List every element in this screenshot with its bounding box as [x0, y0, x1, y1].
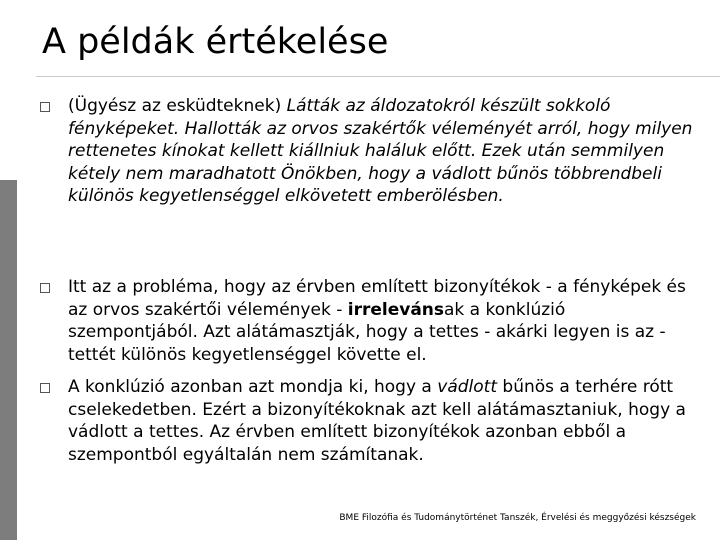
bullet-3-part-2: bűnös a terhére rótt cselekedetben. Ezért a bizonyítékoknak azt kell alátámasztaniuk, hogy a vádlott a tettes. Az érvben említett bizonyítékok azonban ebből a szempontból egyáltalán nem számítanak. [68, 377, 686, 465]
square-bullet-icon [40, 383, 50, 393]
bullet-2-bold-term: irreleváns [347, 299, 445, 320]
bullet-item-3 [40, 376, 700, 466]
footer-credit: BME Filozófia és Tudománytörténet Tanszék, Érvelési és meggyőzési készségek [339, 513, 696, 523]
slide-title: A példák értékelése [42, 22, 389, 62]
bullet-1-speaker: (Ügyész az esküdteknek) [68, 96, 282, 116]
bullet-text-3 [68, 376, 700, 466]
title-divider [36, 76, 720, 77]
bullet-text-1 [68, 95, 700, 208]
bullet-item-2 [40, 276, 700, 366]
bullet-2-part-2: ak a konklúzió szempontjából. Azt alátámasztják, hogy a tettes - akárki legyen is az - tettét különös kegyetlenséggel követte el. [68, 299, 666, 365]
bullet-item-1 [40, 95, 700, 208]
bullet-3-italic-term: vádlott [437, 377, 497, 397]
bullet-text-2 [68, 276, 700, 366]
bullet-2-part-1: Itt az a probléma, hogy az érvben említett bizonyítékok - a fényképek és az orvos szakértői vélemények - [68, 277, 686, 320]
square-bullet-icon [40, 283, 50, 293]
side-decoration-bar [0, 180, 17, 540]
bullet-1-quote: Látták az áldozatokról készült sokkoló fényképeket. Hallották az orvos szakértők véleményét arról, hogy milyen rettenetes kínokat kellett kiállniuk haláluk előtt. Ezek után semmilyen kétely nem maradhatott Önökben, hogy a vádlott bűnös többrendbeli különös kegyetlenséggel elkövetett emberölésben. [68, 96, 693, 206]
bullet-3-part-1: A konklúzió azonban azt mondja ki, hogy a [68, 377, 438, 397]
square-bullet-icon [40, 102, 50, 112]
